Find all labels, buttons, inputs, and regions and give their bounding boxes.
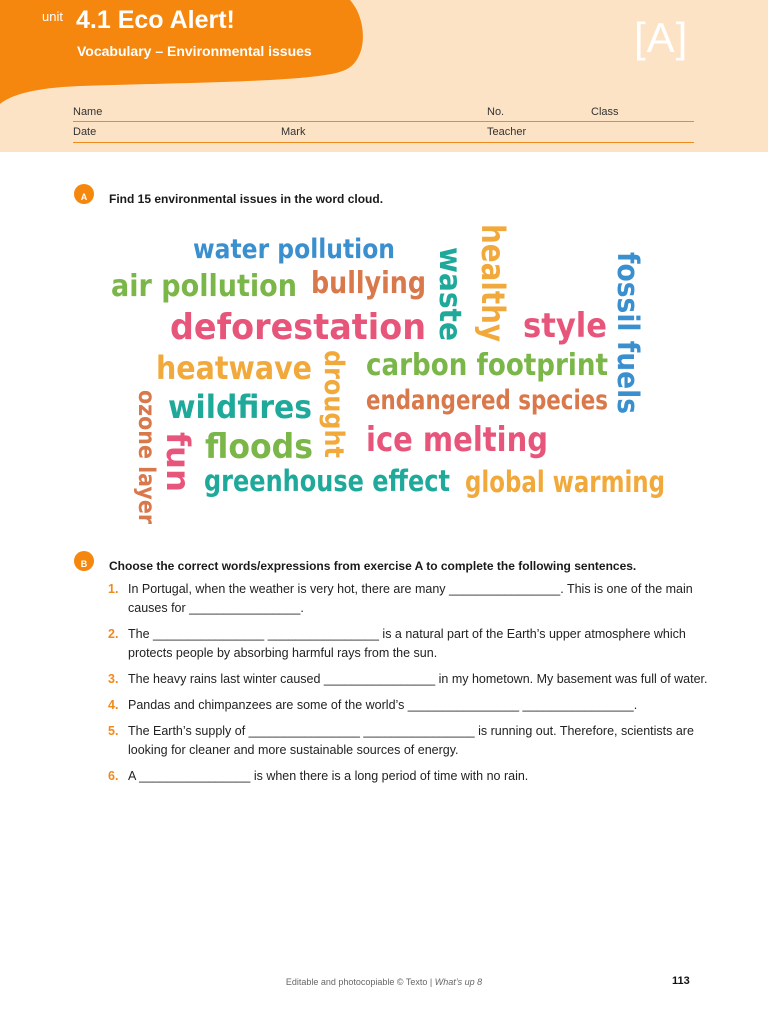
sentence-number: 1.	[108, 582, 119, 596]
exercise-a-instruction: Find 15 environmental issues in the word cloud.	[109, 192, 384, 206]
word-ozone-layer: ozone layer	[133, 390, 159, 540]
unit-label: unit	[42, 9, 63, 24]
exercise-a-badge: A	[74, 184, 94, 204]
page-number: 113	[672, 975, 690, 987]
form-line-1	[73, 121, 694, 122]
word-bullying: bullying	[311, 266, 426, 301]
number-label: No.	[487, 106, 505, 118]
word-endangered-species: endangered species	[366, 385, 608, 416]
sentence-list	[108, 580, 708, 793]
sentence-item	[108, 696, 708, 715]
form-line-2	[73, 142, 694, 143]
word-healthy: healthy	[474, 224, 512, 360]
sentence-text: In Portugal, when the weather is very hot, there are many ________________. This is one of the main causes for ________________.	[128, 582, 693, 615]
class-label: Class	[591, 106, 619, 118]
word-style: style	[523, 306, 607, 346]
word-deforestation: deforestation	[170, 307, 426, 348]
sentence-text: The Earth’s supply of ________________ ________________ is running out. Therefore, scientists are looking for cleaner and more sustainable sources of energy.	[128, 724, 694, 757]
sentence-item	[108, 670, 708, 689]
sentence-item	[108, 625, 708, 663]
mark-label: Mark	[281, 126, 306, 138]
word-fun: fun	[159, 432, 197, 492]
footer-prefix: Editable and photocopiable © Texto |	[285, 977, 435, 987]
word-fossil-fuels: fossil fuels	[611, 252, 645, 430]
word-carbon-footprint: carbon footprint	[366, 348, 608, 383]
sentence-item	[108, 580, 708, 618]
word-wildfires: wildfires	[168, 388, 312, 426]
sentence-text: The ________________ ________________ is a natural part of the Earth’s upper atmosphere which protects people by absorbing harmful rays from the sun.	[128, 627, 686, 660]
sentence-number: 6.	[108, 769, 119, 783]
word-air-pollution: air pollution	[111, 269, 297, 304]
word-drought: drought	[318, 350, 349, 472]
footer-copyright	[0, 977, 768, 987]
word-greenhouse-effect: greenhouse effect	[204, 464, 451, 498]
exercise-b-badge: B	[74, 551, 94, 571]
word-ice-melting: ice melting	[366, 420, 548, 460]
word-water-pollution: water pollution	[193, 234, 395, 265]
unit-title: 4.1 Eco Alert!	[76, 6, 235, 34]
sentence-number: 4.	[108, 698, 119, 712]
unit-subtitle: Vocabulary – Environmental issues	[77, 43, 312, 59]
word-global-warming: global warming	[465, 465, 665, 499]
teacher-label: Teacher	[487, 126, 527, 138]
word-floods: floods	[205, 427, 313, 467]
sentence-number: 3.	[108, 672, 119, 686]
word-waste: waste	[432, 247, 467, 348]
exercise-b-instruction: Choose the correct words/expressions from exercise A to complete the following sentences.	[109, 559, 637, 573]
sentence-number: 5.	[108, 724, 119, 738]
name-label: Name	[73, 106, 103, 118]
sentence-number: 2.	[108, 627, 119, 641]
sentence-item	[108, 722, 708, 760]
word-heatwave: heatwave	[156, 349, 312, 387]
level-mark: [A]	[634, 14, 689, 61]
sentence-text: A ________________ is when there is a long period of time with no rain.	[128, 769, 529, 783]
sentence-text: Pandas and chimpanzees are some of the world’s ________________ ________________.	[128, 698, 638, 712]
date-label: Date	[73, 126, 97, 138]
sentence-item	[108, 767, 708, 786]
footer-book-title: What’s up 8	[434, 977, 483, 987]
sentence-text: The heavy rains last winter caused ________________ in my hometown. My basement was full of water.	[128, 672, 708, 686]
